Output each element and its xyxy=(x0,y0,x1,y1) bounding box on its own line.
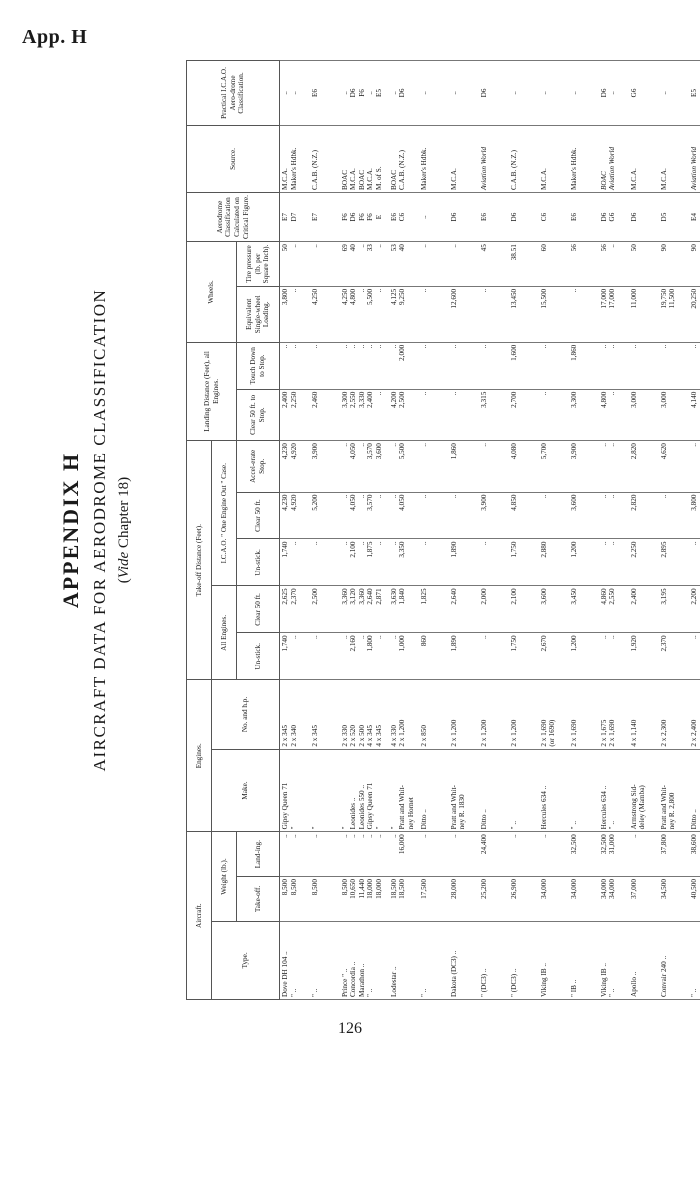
cell-type: " (DC3) .. xyxy=(479,921,509,999)
cell-source: M.C.A. xyxy=(659,125,689,192)
cell-ae-clear: 3,195 xyxy=(659,586,689,633)
cell-ae-unstick: 1,740 .. xyxy=(280,633,310,680)
group-aircraft: Aircraft. xyxy=(187,832,212,1000)
cell-source: M.C.A. Maker's Hdbk. xyxy=(280,125,310,192)
table-row xyxy=(310,61,340,1000)
cell-tire-pressure: 53 40 xyxy=(389,242,419,287)
cell-oe-accelerate-stop: 3,900 xyxy=(310,441,340,492)
cell-tire-pressure: 38.51 xyxy=(509,242,539,287)
cell-source: Aviation World xyxy=(479,125,509,192)
chapter-reference xyxy=(116,60,133,1000)
cell-single-wheel-loading: 13,450 xyxy=(509,286,539,342)
cell-practical-classification: G6 xyxy=(629,61,659,126)
cell-ae-clear: 1,825 xyxy=(419,586,449,633)
cell-single-wheel-loading: 20,250 xyxy=(689,286,700,342)
cell-oe-accelerate-stop: .. 5,500 xyxy=(389,441,419,492)
cell-tire-pressure: .. xyxy=(419,242,449,287)
cell-ae-unstick: 1,890 xyxy=(449,633,479,680)
cell-ae-unstick: 860 xyxy=(419,633,449,680)
cell-ld-clear-to-stop: 4,800 .. xyxy=(599,389,629,440)
cell-ae-unstick: .. xyxy=(479,633,509,680)
cell-ld-touchdown: .. xyxy=(419,342,449,389)
cell-landing-weight: .. xyxy=(539,832,569,877)
cell-oe-clear: 3,600 xyxy=(569,492,599,539)
cell-make: Hercules 634 .. " .. xyxy=(599,749,629,832)
vide-word: Vide xyxy=(116,551,132,579)
cell-aerodrome-calculated: D6 xyxy=(509,192,539,241)
cell-no-hp: 2 x 2,400 xyxy=(689,680,700,749)
table-row xyxy=(340,61,389,1000)
cell-landing-weight: 32,500 31,000 xyxy=(599,832,629,877)
cell-ld-clear-to-stop: 3,315 xyxy=(479,389,509,440)
cell-ld-clear-to-stop: .. xyxy=(449,389,479,440)
cell-ae-clear: 3,600 xyxy=(539,586,569,633)
cell-ld-clear-to-stop: 4,140 xyxy=(689,389,700,440)
appendix-running-head: App. H xyxy=(22,26,88,48)
cell-tire-pressure: .. xyxy=(310,242,340,287)
cell-oe-accelerate-stop: 3,900 xyxy=(569,441,599,492)
cell-practical-classification: D6 xyxy=(479,61,509,126)
cell-single-wheel-loading: .. xyxy=(419,286,449,342)
cell-oe-accelerate-stop: 4,080 xyxy=(509,441,539,492)
cell-single-wheel-loading: 4,125 9,250 xyxy=(389,286,419,342)
cell-single-wheel-loading: 12,600 xyxy=(449,286,479,342)
group-weight: Weight (lb.). xyxy=(212,832,237,921)
cell-oe-clear: 4,230 4,920 xyxy=(280,492,310,539)
table-row xyxy=(599,61,629,1000)
cell-takeoff-weight: 8,500 10,650 11,440 18,000 18,000 xyxy=(340,877,389,922)
cell-source: BOAC Aviation World xyxy=(599,125,629,192)
cell-oe-accelerate-stop: 1,860 xyxy=(449,441,479,492)
cell-tire-pressure: 50 xyxy=(629,242,659,287)
cell-oe-clear: .. 4,050 .. 3,570 .. xyxy=(340,492,389,539)
cell-type: Dove DH 104 .. " .. xyxy=(280,921,310,999)
cell-tire-pressure: 56 xyxy=(569,242,599,287)
cell-oe-clear: 4,850 xyxy=(509,492,539,539)
cell-landing-weight: .. xyxy=(310,832,340,877)
cell-oe-clear: .. xyxy=(539,492,569,539)
cell-single-wheel-loading: 4,250 4,800 .. 5,500 .. xyxy=(340,286,389,342)
cell-single-wheel-loading: .. xyxy=(479,286,509,342)
cell-make: Armstrong Sid- deley (Mamba) xyxy=(629,749,659,832)
group-takeoff-distance: Take-off Distance (Feet). xyxy=(187,441,212,680)
cell-takeoff-weight: 34,000 34,000 xyxy=(599,877,629,922)
cell-landing-weight: .. .. .. .. .. xyxy=(340,832,389,877)
cell-oe-unstick: .. 3,350 xyxy=(389,539,419,586)
cell-landing-weight: .. xyxy=(509,832,539,877)
cell-ld-clear-to-stop: 3,000 xyxy=(659,389,689,440)
title-block xyxy=(20,60,180,1000)
cell-ae-clear: 2,625 2,370 xyxy=(280,586,310,633)
page-number: 126 xyxy=(338,1020,362,1037)
cell-make: Gipsy Queen 71 " xyxy=(280,749,310,832)
cell-oe-unstick: 2,250 xyxy=(629,539,659,586)
group-engines: Engines. xyxy=(187,680,212,832)
cell-ld-clear-to-stop: 3,300 2,550 3,330 2,400 .. xyxy=(340,389,389,440)
cell-ae-clear: 3,450 xyxy=(569,586,599,633)
cell-takeoff-weight: 17,500 xyxy=(419,877,449,922)
table-row xyxy=(280,61,310,1000)
cell-practical-classification: .. xyxy=(449,61,479,126)
cell-single-wheel-loading: 4,250 xyxy=(310,286,340,342)
cell-source: M.C.A. xyxy=(449,125,479,192)
col-oe-unstick: Un-stick. xyxy=(237,539,280,586)
table-row xyxy=(479,61,509,1000)
col-tire-pressure: Tire pressure (lb. per Square Inch). xyxy=(237,242,280,287)
cell-type: Prince " .. Concordia .. Marathon .. " .. xyxy=(340,921,389,999)
cell-aerodrome-calculated: E6 xyxy=(569,192,599,241)
cell-no-hp: 4 x 1,140 xyxy=(629,680,659,749)
cell-ld-touchdown: .. .. .. .. .. xyxy=(340,342,389,389)
cell-no-hp: 2 x 2,300 xyxy=(659,680,689,749)
cell-type: Viking IB .. " .. xyxy=(599,921,629,999)
cell-single-wheel-loading: 3,800 .. xyxy=(280,286,310,342)
cell-landing-weight: 37,800 xyxy=(659,832,689,877)
cell-no-hp: 2 x 345 xyxy=(310,680,340,749)
table-row xyxy=(509,61,539,1000)
cell-oe-unstick: .. xyxy=(310,539,340,586)
cell-single-wheel-loading: .. xyxy=(569,286,599,342)
cell-ld-touchdown: .. xyxy=(659,342,689,389)
cell-takeoff-weight: 8,500 8,500 xyxy=(280,877,310,922)
cell-type: Apollo .. xyxy=(629,921,659,999)
cell-oe-clear: .. xyxy=(419,492,449,539)
cell-ae-unstick: 1,750 xyxy=(509,633,539,680)
cell-takeoff-weight: 28,000 xyxy=(449,877,479,922)
cell-oe-accelerate-stop: .. xyxy=(479,441,509,492)
col-source: Source. xyxy=(187,125,280,192)
cell-oe-clear: 5,200 xyxy=(310,492,340,539)
cell-oe-accelerate-stop: 4,620 xyxy=(659,441,689,492)
col-takeoff-weight: Take-off. xyxy=(237,877,280,922)
cell-tire-pressure: 56 .. xyxy=(599,242,629,287)
cell-source: BOAC C.A.B. (N.Z.) xyxy=(389,125,419,192)
cell-ld-touchdown: .. xyxy=(310,342,340,389)
cell-aerodrome-calculated: D5 xyxy=(659,192,689,241)
cell-practical-classification: .. xyxy=(659,61,689,126)
table-row xyxy=(689,61,700,1000)
cell-landing-weight: .. xyxy=(449,832,479,877)
rotated-page-content xyxy=(20,60,698,1000)
cell-takeoff-weight: 26,900 xyxy=(509,877,539,922)
cell-takeoff-weight: 40,500 xyxy=(689,877,700,922)
cell-aerodrome-calculated: D6 xyxy=(629,192,659,241)
cell-landing-weight: 24,400 xyxy=(479,832,509,877)
cell-no-hp: 2 x 1,200 xyxy=(509,680,539,749)
cell-practical-classification: .. D6 F6 .. E5 xyxy=(340,61,389,126)
cell-make: Hercules 634 .. xyxy=(539,749,569,832)
cell-oe-unstick: 2,895 xyxy=(659,539,689,586)
cell-ae-unstick: 1,920 xyxy=(629,633,659,680)
cell-aerodrome-calculated: E7 D7 xyxy=(280,192,310,241)
cell-practical-classification: E5 xyxy=(689,61,700,126)
cell-takeoff-weight: 37,000 xyxy=(629,877,659,922)
cell-aerodrome-calculated: F6 D6 F6 F6 E xyxy=(340,192,389,241)
group-all-engines: All Engines. xyxy=(212,586,237,680)
cell-ae-clear: 2,400 xyxy=(629,586,659,633)
table-row xyxy=(569,61,599,1000)
cell-oe-accelerate-stop: 5,700 xyxy=(539,441,569,492)
cell-single-wheel-loading: 15,500 xyxy=(539,286,569,342)
appendix-subtitle: AIRCRAFT DATA FOR AERODROME CLASSIFICATION xyxy=(90,288,109,772)
col-aerodrome-calculated: Aerodrome Classification Calculated on Critical Figure. xyxy=(187,192,280,241)
cell-oe-clear: 3,800 xyxy=(689,492,700,539)
cell-oe-unstick: .. xyxy=(479,539,509,586)
cell-ae-clear: 3,630 1,840 xyxy=(389,586,419,633)
aircraft-data-table xyxy=(186,60,700,1000)
table-row xyxy=(419,61,449,1000)
cell-aerodrome-calculated: E7 xyxy=(310,192,340,241)
cell-oe-clear: .. .. xyxy=(599,492,629,539)
col-ld-touchdown-to-stop: Touch Down to Stop. xyxy=(237,342,280,389)
cell-ae-clear: 2,500 xyxy=(310,586,340,633)
cell-ld-touchdown: .. xyxy=(539,342,569,389)
cell-ld-touchdown: .. xyxy=(479,342,509,389)
cell-ld-clear-to-stop: .. xyxy=(539,389,569,440)
cell-ae-clear: 3,360 3,120 3,360 2,640 2,871 xyxy=(340,586,389,633)
cell-oe-accelerate-stop: .. .. xyxy=(599,441,629,492)
cell-ae-unstick: 1,200 xyxy=(569,633,599,680)
cell-practical-classification: .. xyxy=(419,61,449,126)
cell-make: " xyxy=(310,749,340,832)
cell-type: Dakota (DC3) .. xyxy=(449,921,479,999)
cell-make: " Pratt and Whit- ney Hornet xyxy=(389,749,419,832)
group-wheels: Wheels. xyxy=(187,242,237,343)
col-no-hp: No. and h.p. xyxy=(212,680,280,749)
cell-single-wheel-loading: 11,000 xyxy=(629,286,659,342)
cell-practical-classification: .. D6 xyxy=(389,61,419,126)
cell-oe-unstick: 2,880 xyxy=(539,539,569,586)
cell-aerodrome-calculated: C6 xyxy=(539,192,569,241)
cell-oe-accelerate-stop: 2,820 xyxy=(629,441,659,492)
cell-ae-clear: 2,640 xyxy=(449,586,479,633)
cell-ae-clear: 4,860 2,550 xyxy=(599,586,629,633)
cell-source: BOAC M.C.A. BOAC M.C.A. M. of S. xyxy=(340,125,389,192)
group-landing-distance: Landing Distance (Feet), all Engines. xyxy=(187,342,237,440)
cell-no-hp: 2 x 1,200 xyxy=(449,680,479,749)
cell-ae-unstick: .. 1,000 xyxy=(389,633,419,680)
cell-type: Convair 240 .. xyxy=(659,921,689,999)
cell-source: C.A.B. (N.Z.) xyxy=(509,125,539,192)
cell-tire-pressure: 45 xyxy=(479,242,509,287)
cell-oe-unstick: .. 2,100 .. 1,875 .. xyxy=(340,539,389,586)
cell-type: " (DC3) .. xyxy=(509,921,539,999)
cell-type: " .. xyxy=(310,921,340,999)
cell-oe-unstick: 1,890 xyxy=(449,539,479,586)
cell-takeoff-weight: 34,000 xyxy=(539,877,569,922)
col-equivalent-single-wheel: Equivalent Single-wheel Loading. xyxy=(237,286,280,342)
appendix-title: APPENDIX H xyxy=(58,451,83,609)
cell-practical-classification: .. xyxy=(509,61,539,126)
table-row xyxy=(539,61,569,1000)
cell-oe-clear: 3,900 xyxy=(479,492,509,539)
cell-takeoff-weight: 18,500 18,500 xyxy=(389,877,419,922)
cell-practical-classification: .. xyxy=(569,61,599,126)
vide-open: ( xyxy=(116,578,132,584)
cell-no-hp: 2 x 330 2 x 520 2 x 500 4 x 345 4 x 345 xyxy=(340,680,389,749)
col-practical-classification: Practical I.C.A.O. Aero-drome Classification. xyxy=(187,61,280,126)
table-body xyxy=(280,61,700,1000)
cell-no-hp: 2 x 1,690 (or 1690) xyxy=(539,680,569,749)
cell-make: Ditto .. xyxy=(479,749,509,832)
cell-ld-clear-to-stop: 2,460 xyxy=(310,389,340,440)
cell-ld-touchdown: .. .. xyxy=(599,342,629,389)
cell-oe-accelerate-stop: .. xyxy=(419,441,449,492)
cell-tire-pressure: 69 40 .. 33 .. xyxy=(340,242,389,287)
cell-landing-weight: .. 16,000 xyxy=(389,832,419,877)
cell-ld-clear-to-stop: 3,300 xyxy=(569,389,599,440)
cell-type: " .. xyxy=(689,921,700,999)
table-row xyxy=(629,61,659,1000)
cell-make: Ditto .. xyxy=(689,749,700,832)
cell-make: Pratt and Whit- ney R. 1830 xyxy=(449,749,479,832)
cell-make: Ditto .. xyxy=(419,749,449,832)
cell-landing-weight: 32,500 xyxy=(569,832,599,877)
cell-oe-unstick: 1,200 xyxy=(569,539,599,586)
cell-no-hp: 2 x 1,675 2 x 1,690 xyxy=(599,680,629,749)
col-ae-unstick: Un-stick. xyxy=(237,633,280,680)
cell-aerodrome-calculated: D6 G6 xyxy=(599,192,629,241)
cell-tire-pressure: 90 xyxy=(659,242,689,287)
cell-practical-classification: D6 .. xyxy=(599,61,629,126)
col-landing-weight: Land-ing. xyxy=(237,832,280,877)
cell-landing-weight: .. xyxy=(419,832,449,877)
cell-make: " .. xyxy=(509,749,539,832)
cell-oe-unstick: .. xyxy=(419,539,449,586)
cell-landing-weight: .. .. xyxy=(280,832,310,877)
cell-ld-clear-to-stop: 4,200 2,500 xyxy=(389,389,419,440)
cell-source: M.C.A. xyxy=(539,125,569,192)
cell-source: C.A.B. (N.Z.) xyxy=(310,125,340,192)
cell-source: M.C.A. xyxy=(629,125,659,192)
cell-no-hp: 2 x 1,200 xyxy=(479,680,509,749)
cell-no-hp: 2 x 1,690 xyxy=(569,680,599,749)
cell-type: " IB .. xyxy=(569,921,599,999)
cell-aerodrome-calculated: .. xyxy=(419,192,449,241)
cell-ae-unstick: .. .. xyxy=(599,633,629,680)
cell-oe-unstick: .. xyxy=(689,539,700,586)
aircraft-data-table-wrap xyxy=(186,60,698,1000)
cell-tire-pressure: 60 xyxy=(539,242,569,287)
cell-practical-classification: E6 xyxy=(310,61,340,126)
cell-oe-clear: .. xyxy=(659,492,689,539)
cell-tire-pressure: 90 xyxy=(689,242,700,287)
cell-aerodrome-calculated: E6 C6 xyxy=(389,192,419,241)
cell-takeoff-weight: 34,500 xyxy=(659,877,689,922)
col-oe-clear: Clear 50 ft. xyxy=(237,492,280,539)
cell-landing-weight: .. xyxy=(629,832,659,877)
col-oe-accelerate-stop: Accel-erate Stop. xyxy=(237,441,280,492)
col-make: Make. xyxy=(212,749,280,832)
cell-single-wheel-loading: 17,000 17,000 xyxy=(599,286,629,342)
cell-ld-clear-to-stop: 2,700 xyxy=(509,389,539,440)
cell-takeoff-weight: 34,000 xyxy=(569,877,599,922)
cell-oe-accelerate-stop: .. 4,050 .. 3,570 3,600 xyxy=(340,441,389,492)
cell-ae-unstick: .. xyxy=(310,633,340,680)
cell-type: Viking IB .. xyxy=(539,921,569,999)
cell-make: " .. xyxy=(569,749,599,832)
cell-aerodrome-calculated: D6 xyxy=(449,192,479,241)
cell-ld-touchdown: .. 2,000 xyxy=(389,342,419,389)
cell-ld-clear-to-stop: .. xyxy=(419,389,449,440)
cell-source: Maker's Hdbk. xyxy=(419,125,449,192)
cell-source: Aviation World xyxy=(689,125,700,192)
cell-ae-unstick: .. 2,160 .. 1,800 .. xyxy=(340,633,389,680)
cell-no-hp: 2 x 850 xyxy=(419,680,449,749)
cell-source: Maker's Hdbk. xyxy=(569,125,599,192)
cell-oe-accelerate-stop: .. xyxy=(689,441,700,492)
cell-make: Pratt and Whit- ney R. 2,800 xyxy=(659,749,689,832)
cell-ld-touchdown: 1,860 xyxy=(569,342,599,389)
cell-type: " .. xyxy=(419,921,449,999)
cell-oe-unstick: 1,740 .. xyxy=(280,539,310,586)
cell-takeoff-weight: 8,500 xyxy=(310,877,340,922)
cell-oe-clear: .. xyxy=(449,492,479,539)
cell-ae-unstick: 2,670 xyxy=(539,633,569,680)
cell-aerodrome-calculated: E4 xyxy=(689,192,700,241)
cell-oe-accelerate-stop: 4,230 4,920 xyxy=(280,441,310,492)
cell-ld-clear-to-stop: 2,400 2,250 xyxy=(280,389,310,440)
cell-takeoff-weight: 25,200 xyxy=(479,877,509,922)
cell-ae-clear: 2,200 xyxy=(689,586,700,633)
col-type: Type. xyxy=(212,921,280,999)
cell-oe-clear: 2,820 xyxy=(629,492,659,539)
cell-ae-clear: 2,100 xyxy=(509,586,539,633)
table-row xyxy=(659,61,689,1000)
cell-ld-touchdown: .. xyxy=(689,342,700,389)
cell-ld-touchdown: .. xyxy=(449,342,479,389)
cell-ld-touchdown: .. xyxy=(629,342,659,389)
table-row xyxy=(449,61,479,1000)
cell-tire-pressure: 50 .. xyxy=(280,242,310,287)
cell-tire-pressure: .. xyxy=(449,242,479,287)
cell-oe-unstick: 1,750 xyxy=(509,539,539,586)
group-one-engine-out: I.C.A.O. " One Engine Out " Case. xyxy=(212,441,237,586)
cell-ld-clear-to-stop: 3,000 xyxy=(629,389,659,440)
cell-oe-unstick: .. .. xyxy=(599,539,629,586)
col-ae-clear: Clear 50 ft. xyxy=(237,586,280,633)
cell-type: Lodestar .. xyxy=(389,921,419,999)
cell-landing-weight: 38,600 xyxy=(689,832,700,877)
cell-make: " Leonides .. Leonides 550 .. Gipsy Queen 71 " xyxy=(340,749,389,832)
cell-ae-unstick: .. xyxy=(689,633,700,680)
cell-single-wheel-loading: 19,750 11,500 xyxy=(659,286,689,342)
cell-aerodrome-calculated: E6 xyxy=(479,192,509,241)
vide-rest: Chapter 18) xyxy=(116,476,132,552)
cell-ae-clear: 2,000 xyxy=(479,586,509,633)
cell-oe-clear: .. 4,050 xyxy=(389,492,419,539)
cell-practical-classification: .. xyxy=(539,61,569,126)
cell-ld-touchdown: .. .. xyxy=(280,342,310,389)
cell-practical-classification: .. .. xyxy=(280,61,310,126)
cell-ae-unstick: 2,370 xyxy=(659,633,689,680)
col-ld-clear-to-stop: Clear 50 ft. to Stop. xyxy=(237,389,280,440)
table-row xyxy=(389,61,419,1000)
cell-no-hp: 4 x 330 2 x 1,200 xyxy=(389,680,419,749)
cell-no-hp: 2 x 345 2 x 340 xyxy=(280,680,310,749)
cell-ld-touchdown: 1,600 xyxy=(509,342,539,389)
